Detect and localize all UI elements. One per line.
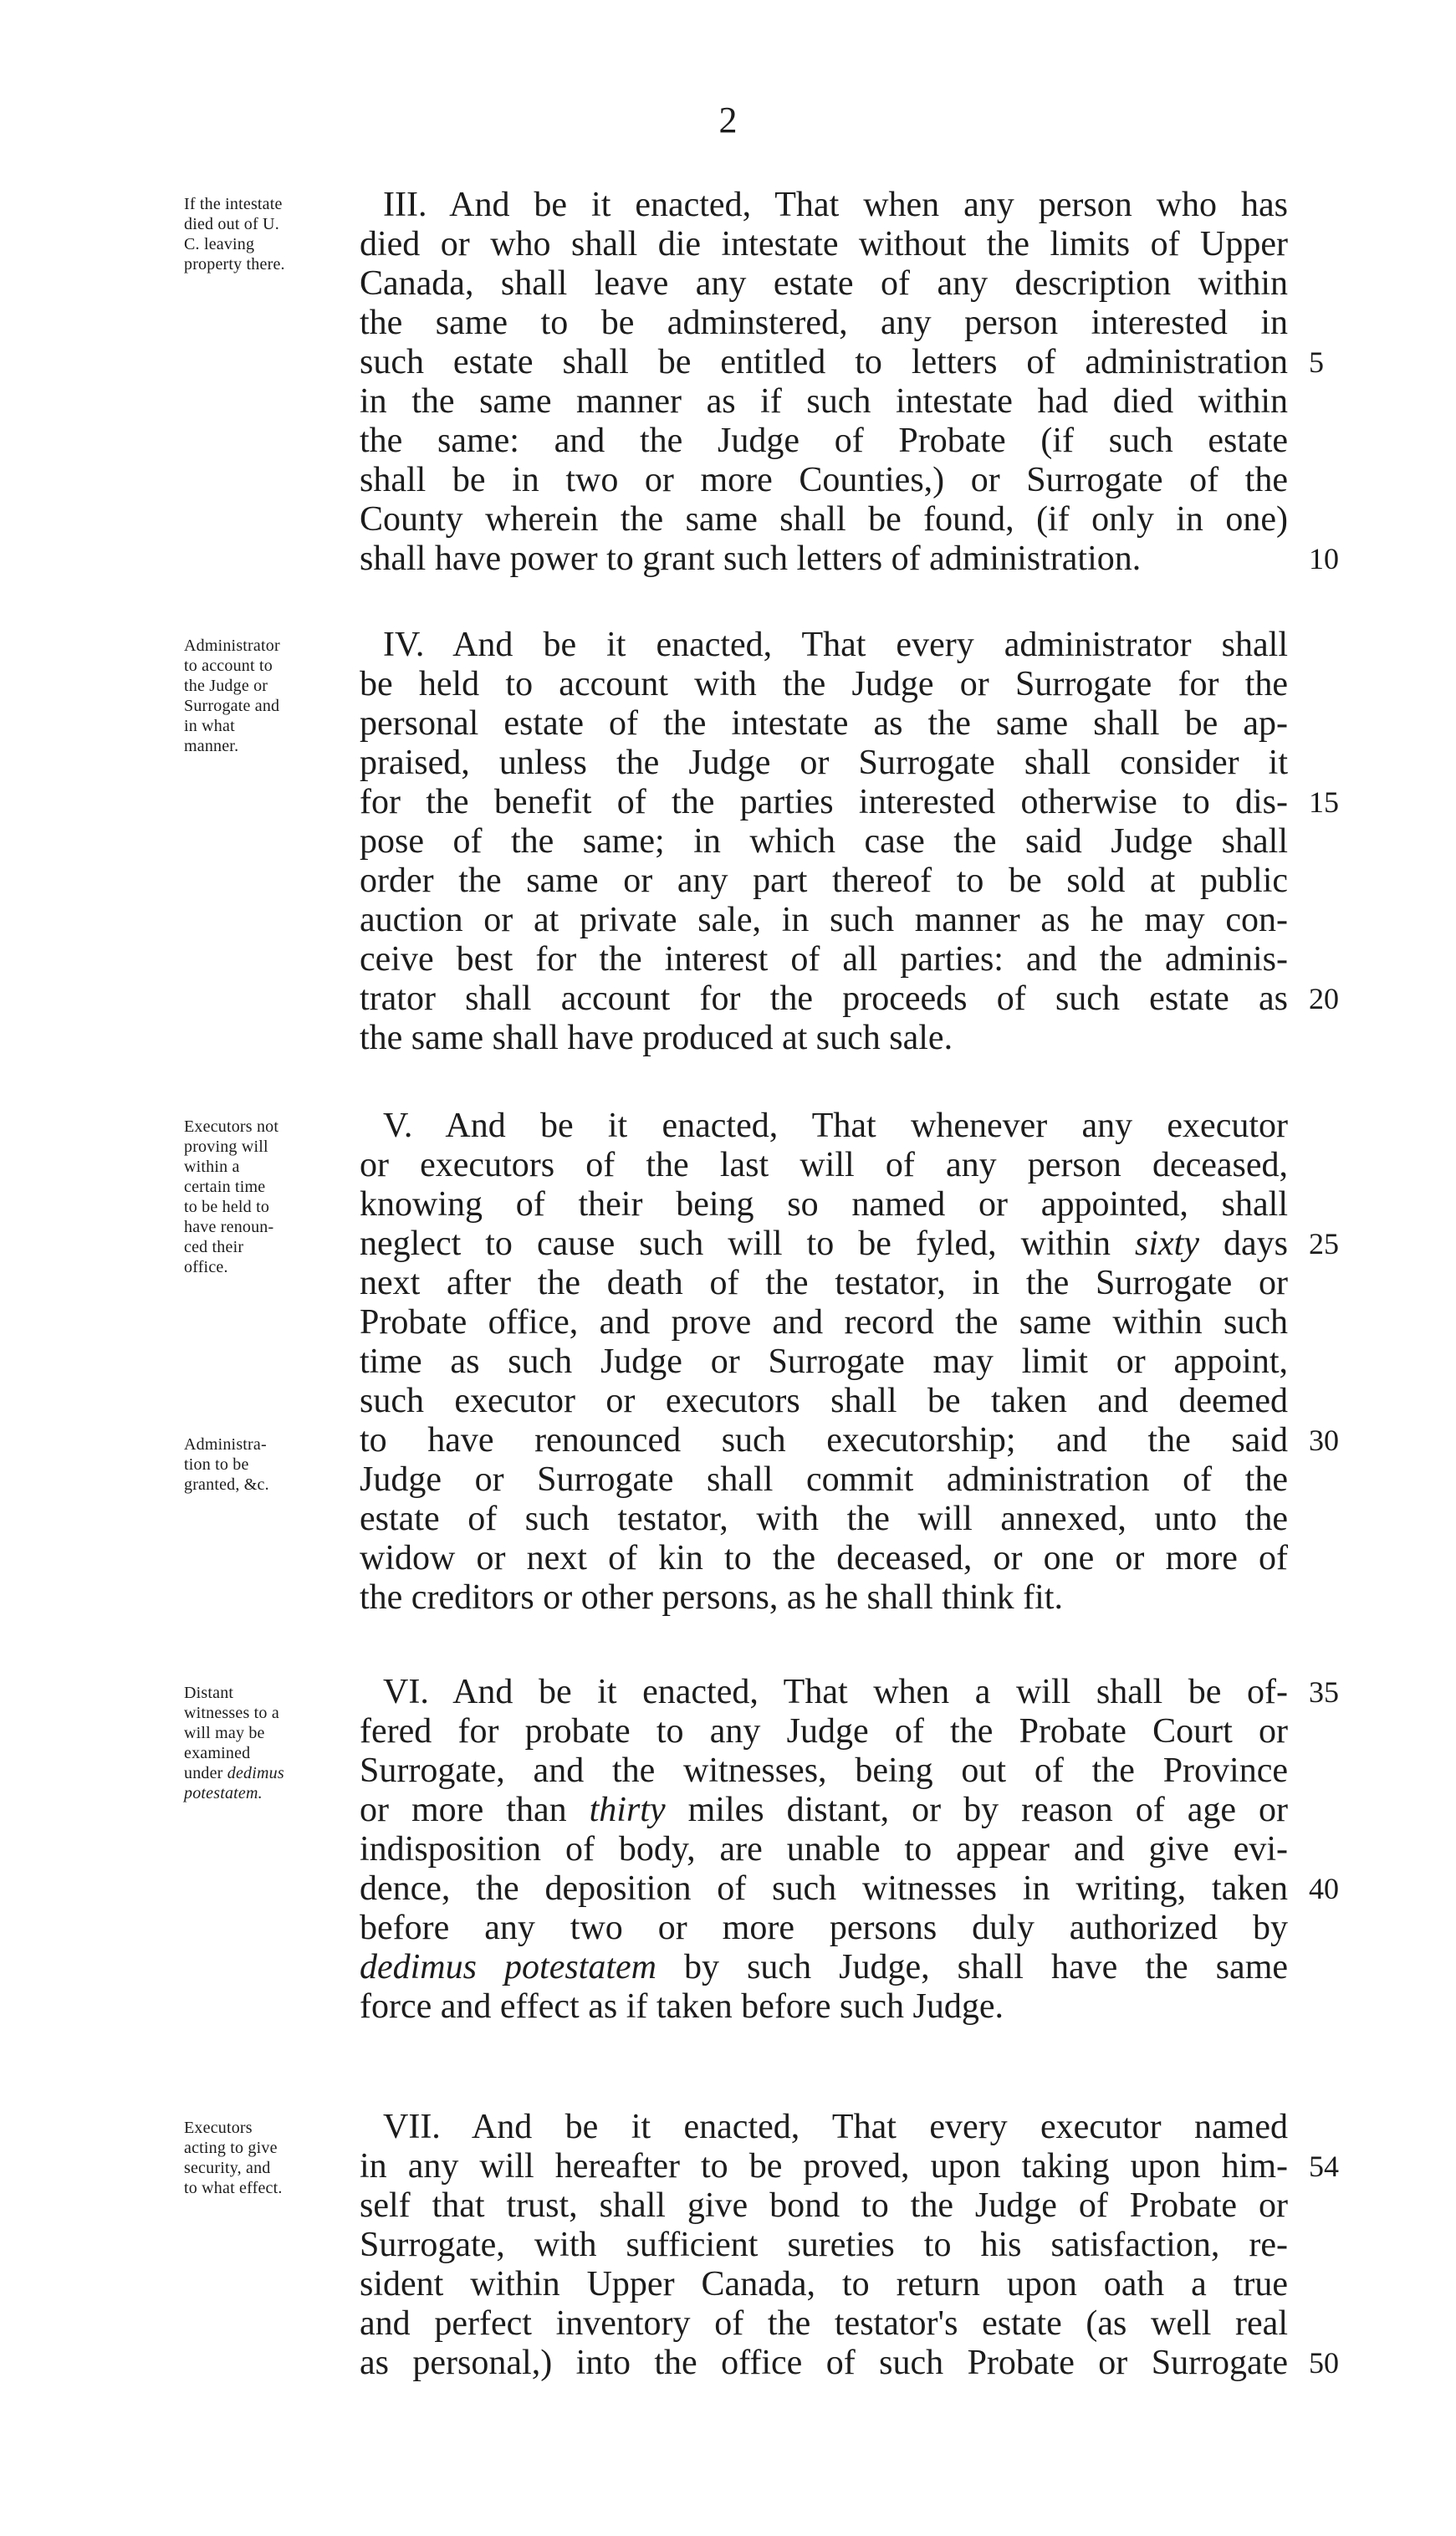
marginal-note-line: manner. [184,737,239,755]
marginal-note-line: certain time [184,1178,266,1196]
line-number: 5 [1309,345,1324,379]
text-line: IV. And be it enacted, That every administrator shall [383,626,1288,664]
text-line: or more than thirty miles distant, or by reason of age or [360,1791,1289,1829]
line-number: 54 [1309,2150,1339,2183]
section-text [360,186,1288,579]
line-number: 40 [1309,1872,1339,1905]
text-line: pose of the same; in which case the said Judge shall [360,822,1288,861]
marginal-note-line: Executors not [184,1117,279,1136]
line-number: 15 [1309,785,1339,819]
text-line: for the benefit of the parties interested otherwise to dis- [360,783,1288,821]
marginal-note-line: acting to give [184,2139,278,2157]
text-line: died or who shall die intestate without the limits of Upper [360,225,1288,263]
text-line: estate of such testator, with the will annexed, unto the [360,1500,1288,1538]
text-line: Surrogate, and the witnesses, being out of the Province [360,1751,1288,1790]
text-line: dence, the deposition of such witnesses in writing, taken [360,1869,1288,1908]
text-line: next after the death of the testator, in the Surrogate or [360,1264,1288,1302]
text-line: V. And be it enacted, That whenever any executor [383,1107,1288,1145]
text-line: order the same or any part thereof to be sold at public [360,862,1288,900]
marginal-note-line: granted, &c. [184,1475,269,1494]
text-line: be held to account with the Judge or Surrogate for the [360,665,1288,703]
marginal-note [184,194,351,274]
line-number: 35 [1309,1675,1339,1709]
marginal-note-line: died out of U. [184,215,279,233]
marginal-note-line: proving will [184,1138,268,1156]
text-line: knowing of their being so named or appointed, shall [360,1185,1288,1224]
line-number: 50 [1309,2346,1339,2380]
text-line: or executors of the last will of any person deceased, [360,1146,1288,1184]
text-line: VII. And be it enacted, That every executor named [383,2108,1288,2146]
text-line: the same: and the Judge of Probate (if such estate [360,422,1288,460]
text-line: in the same manner as if such intestate had died within [360,382,1288,421]
marginal-note-line: If the intestate [184,195,283,213]
section-text [360,1673,1288,2027]
marginal-note [184,1683,351,1803]
marginal-note [184,1117,351,1277]
marginal-note-line: in what [184,717,235,735]
marginal-note-line: C. leaving [184,235,255,253]
text-line: III. And be it enacted, That when any person who has [383,186,1288,224]
text-line: shall have power to grant such letters of administration. [360,539,1142,578]
marginal-note-line: property there. [184,255,285,274]
marginal-note-line: security, and [184,2159,271,2177]
text-line: time as such Judge or Surrogate may limit or appoint, [360,1342,1288,1381]
line-number: 20 [1309,982,1339,1015]
text-line: Surrogate, with sufficient sureties to his satisfaction, re- [360,2226,1288,2264]
marginal-note-line: tion to be [184,1455,249,1474]
marginal-note [184,636,351,756]
marginal-note-line: examined [184,1744,251,1762]
marginal-note-line: potestatem. [184,1784,263,1802]
text-line: VI. And be it enacted, That when a will shall be of- [383,1673,1288,1711]
marginal-note-line: Administrator [184,637,280,655]
page-number: 2 [718,100,738,141]
text-line: County wherein the same shall be found, (if only in one) [360,500,1288,539]
section-text [360,626,1288,1058]
marginal-note-line: witnesses to a [184,1704,279,1722]
text-line: the same to be adminstered, any person interested in [360,304,1288,342]
text-line: shall be in two or more Counties,) or Surrogate of the [360,461,1288,499]
section-text [360,1107,1288,1618]
text-line: praised, unless the Judge or Surrogate shall consider it [360,744,1288,782]
text-line: in any will hereafter to be proved, upon taking upon him- [360,2147,1288,2186]
text-line: indisposition of body, are unable to appear and give evi- [360,1830,1288,1869]
text-line: personal estate of the intestate as the same shall be ap- [360,704,1288,743]
text-line: widow or next of kin to the deceased, or one or more of [360,1539,1288,1577]
text-line: trator shall account for the proceeds of such estate as [360,979,1288,1018]
marginal-note-line: to account to [184,657,273,675]
text-line: fered for probate to any Judge of the Probate Court or [360,1712,1288,1751]
marginal-note [184,1434,351,1495]
marginal-note-line: ced their [184,1238,244,1256]
section-text [360,2108,1288,2383]
text-line: such executor or executors shall be taken and deemed [360,1382,1288,1420]
text-line: force and effect as if taken before such Judge. [360,1987,1004,2026]
marginal-note-line: Administra- [184,1435,267,1454]
marginal-note-line: Distant [184,1684,234,1702]
text-line: and perfect inventory of the testator's estate (as well real [360,2304,1288,2343]
text-line: the same shall have produced at such sale. [360,1019,953,1057]
marginal-note-line: Surrogate and [184,697,280,715]
marginal-note-line: within a [184,1158,240,1176]
text-line: neglect to cause such will to be fyled, within sixty days [360,1225,1288,1263]
text-line: self that trust, shall give bond to the Judge of Probate or [360,2186,1288,2225]
line-number: 10 [1309,542,1339,575]
text-line: auction or at private sale, in such manner as he may con- [360,901,1288,939]
marginal-note-line: to be held to [184,1198,270,1216]
text-line: Canada, shall leave any estate of any description within [360,264,1288,303]
text-line: Judge or Surrogate shall commit administration of the [360,1460,1288,1499]
text-line: ceive best for the interest of all parties: and the adminis- [360,940,1288,979]
text-line: dedimus potestatem by such Judge, shall have the same [360,1948,1289,1986]
marginal-note [184,2118,351,2198]
line-number: 30 [1309,1424,1339,1457]
marginal-note-line: have renoun- [184,1218,274,1236]
text-line: before any two or more persons duly authorized by [360,1909,1288,1947]
text-line: sident within Upper Canada, to return upon oath a true [360,2265,1288,2303]
marginal-note-line: to what effect. [184,2179,283,2197]
text-line: to have renounced such executorship; and the said [360,1421,1288,1460]
marginal-note-line: under dedimus [184,1764,284,1782]
text-line: the creditors or other persons, as he shall think fit. [360,1578,1063,1617]
marginal-note-line: Executors [184,2119,253,2137]
text-line: Probate office, and prove and record the same within such [360,1303,1288,1342]
marginal-note-line: office. [184,1258,228,1276]
text-line: such estate shall be entitled to letters of administration [360,343,1288,381]
marginal-note-line: the Judge or [184,677,268,695]
line-number: 25 [1309,1227,1339,1260]
text-line: as personal,) into the office of such Probate or Surrogate [360,2344,1288,2382]
marginal-note-line: will may be [184,1724,265,1742]
